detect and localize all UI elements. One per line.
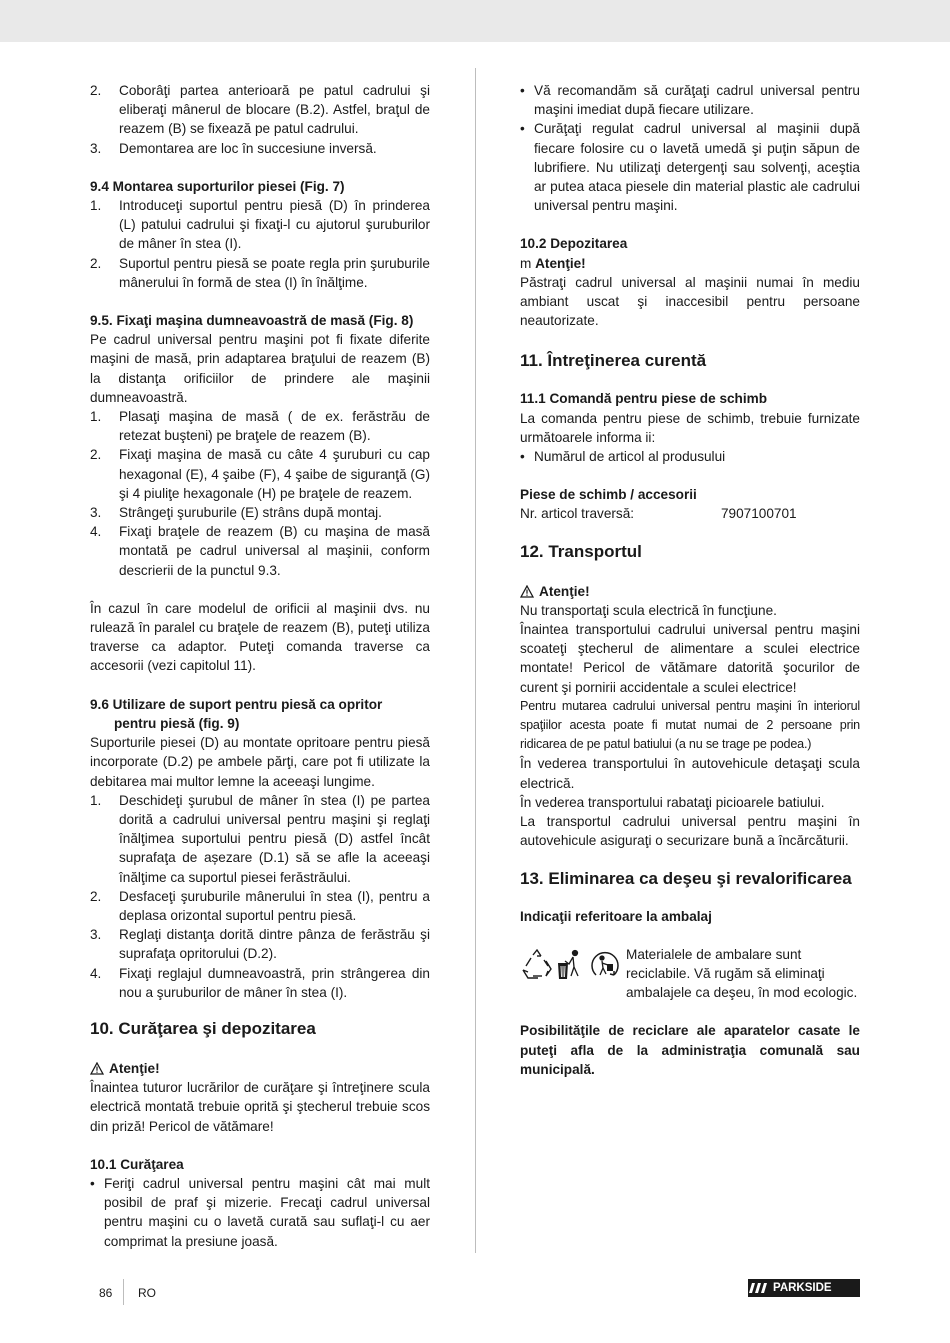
section-heading-9-4: 9.4 Montarea suporturilor piesei (Fig. 7) xyxy=(90,178,345,194)
eco-disposal-icon xyxy=(588,949,622,981)
paragraph: Înaintea transportului cadrului universal pentru maşini scoateţi ştecherul de alimentare a sculei electrice montate! Pericol de vătămare datorită şocurilor de curent şi pornirii accidentale a sculei electrice! xyxy=(520,622,860,695)
warning-triangle-icon xyxy=(90,1062,104,1075)
final-note: Posibilităţile de reciclare ale aparatelor casate le puteţi afla de la administraţia comunală sau municipală. xyxy=(520,1023,860,1077)
list-item: 3. Strângeţi şuruburile (E) strâns după montaj. xyxy=(90,505,382,521)
bullet-item: • Numărul de articol al produsului xyxy=(520,449,726,465)
left-column xyxy=(90,81,430,1251)
paragraph: Pentru mutarea cadrului universal pentru maşini în interiorul spaţiilor acesta poate fi mutat numai de 2 persoane prin ridicarea de pe patul batiului (a nu se trage pe podea.) xyxy=(520,698,860,752)
right-column xyxy=(520,81,860,1079)
section-heading-11-1: 11.1 Comandă pentru piese de schimb xyxy=(520,391,768,407)
paragraph: Pe cadrul universal pentru maşini pot fi fixate diferite maşini de masă, prin adaptarea braţului de reazem (B) la distanţa orificiilor de prindere ale maşinii dumneavoastră. xyxy=(90,332,430,405)
parts-heading: Piese de schimb / accesorii xyxy=(520,487,697,503)
list-item: 2. Desfaceţi şuruburile mânerului în stea (I), pentru a deplasa orizontal suportul pentru piesă. xyxy=(90,888,430,923)
footer-divider xyxy=(123,1279,124,1305)
waste-bin-icon xyxy=(556,949,584,981)
warning-label: Atenţie! xyxy=(520,582,860,601)
paragraph: La transportul cadrului universal pentru maşini în autovehicule asiguraţi o securizare bună a încărcăturii. xyxy=(520,814,860,849)
recycling-text: Materialele de ambalare sunt reciclabile. Vă rugăm să eliminaţi ambalajele ca deşeu, în mod ecologic. xyxy=(626,946,858,1001)
recycling-icons xyxy=(520,945,626,1003)
section-heading-10-1: 10.1 Curăţarea xyxy=(90,1156,184,1172)
paragraph: Suporturile piesei (D) au montate opritoare pentru piesă incorporate (D.2) pe ambele părţi, care pot fi utilizate la debitarea mai multor lemne la aceeaşi lungime. xyxy=(90,735,430,789)
list-item: 2. Fixaţi maşina de masă cu câte 4 şuruburi cu cap hexagonal (E), 4 şaibe (F), 4 şaibe de siguranţă (G) şi 4 piuliţe hexagonale (H) pe braţele de reazem. xyxy=(90,447,430,501)
section-heading-9-6: 9.6 Utilizare de suport pentru piesă ca opritor pentru piesă (fig. 9) xyxy=(90,696,383,731)
paragraph: În vederea transportului rabataţi picioarele batiului. xyxy=(520,794,825,810)
page-number: 86 xyxy=(99,1286,113,1300)
bullet-item: • Curăţaţi regulat cadrul universal al maşinii după fiecare folosire cu o lavetă umedă şi puţin săpun de lubrifiere. Nu utilizaţi detergenţi sau solvenţi, aceştia ar putea ataca piesele din material plastic ale cadrului universal pentru maşini. xyxy=(520,121,860,214)
top-bar xyxy=(0,0,950,42)
recycling-note xyxy=(520,945,860,1003)
section-heading-10-2: 10.2 Depozitarea xyxy=(520,236,628,252)
list-item: 4. Fixaţi braţele de reazem (B) cu maşina de masă montată pe cadrul universal al maşinii, conform descrierii de la punctul 9.3. xyxy=(90,524,430,578)
parkside-logo: PARKSIDE xyxy=(748,1279,860,1297)
chapter-heading-10: 10. Curăţarea şi depozitarea xyxy=(90,1018,316,1038)
bullet-item: • Feriţi cadrul universal pentru maşini cât mai mult posibil de praf şi mizerie. Frecaţi cadrul universal pentru maşini cu o lavetă curată sau suflaţi-l cu aer comprimat la presiune joasă. xyxy=(90,1175,430,1249)
warning-label: Atenţie! xyxy=(90,1059,430,1078)
paragraph: Nu transportaţi scula electrică în funcţiune. xyxy=(520,602,777,618)
paragraph: Înaintea tuturor lucrărilor de curăţare şi întreţinere scula electrică montată trebuie oprită şi ştecherul trebuie scos din priză! Pericol de vătămare! xyxy=(90,1080,430,1134)
chapter-heading-13: 13. Eliminarea ca deşeu şi revalorificarea xyxy=(520,868,852,888)
recycling-icon xyxy=(520,949,554,981)
list-item: 1. Introduceţi suportul pentru piesă (D) în prinderea (L) patului cadrului şi fixaţi-l cu ajutorul şuruburilor de mâner în stea (I). xyxy=(90,198,430,252)
chapter-heading-11: 11. Întreţinerea curentă xyxy=(520,351,707,371)
bullet-item: • Vă recomandăm să curăţaţi cadrul universal pentru maşini imediat după fiecare utilizare. xyxy=(520,83,860,118)
paragraph: La comanda pentru piese de schimb, trebuie furnizate următoarele informa ii: xyxy=(520,410,860,445)
list-item: 2. Suportul pentru piesă se poate regla prin şuruburile mânerului în formă de stea (I) în înălţime. xyxy=(90,255,430,290)
language-code: RO xyxy=(138,1286,156,1300)
paragraph: În vederea transportului în autovehicule detaşaţi scula electrică. xyxy=(520,756,860,791)
list-item: 3. Reglaţi distanţa dorită dintre pânza de ferăstrău şi suprafaţa opritorului (D.2). xyxy=(90,927,430,962)
list-item: 3. Demontarea are loc în succesiune inversă. xyxy=(90,140,377,156)
logo-bars-icon xyxy=(748,1279,770,1297)
warning-triangle-icon xyxy=(520,585,534,598)
list-item: 1. Plasaţi maşina de masă ( de ex. ferăstrău de retezat buşteni) pe braţele de reazem (B). xyxy=(90,409,430,444)
list-item: 4. Fixaţi reglajul dumneavoastră, prin strângerea din nou a şuruburilor de mâner în stea (I). xyxy=(90,965,430,1000)
parts-row: Nr. articol traversă: 7907100701 xyxy=(520,506,797,522)
paragraph: Păstraţi cadrul universal al maşinii numai în mediu ambiant uscat şi inaccesibil pentru persoane neautorizate. xyxy=(520,274,860,329)
list-item: 2. Coborâţi partea anterioară pe patul cadrului şi eliberaţi mânerul de blocare (B.2). Astfel, braţul de reazem (B) se fixează pe patul cadrului. xyxy=(90,83,430,137)
column-divider xyxy=(475,68,476,1253)
section-heading-9-5: 9.5. Fixaţi maşina dumneavoastră de masă (Fig. 8) xyxy=(90,313,414,329)
list-item: 1. Deschideţi şurubul de mâner în stea (I) pe partea dorită a cadrului universal pentru maşini şi reglaţi înălţimea suportului pentru piesă (D) astfel încât suprafaţa de așezare (D.1) să se afle la aceeaşi înălţime ca suportul piesei ferăstrăului. xyxy=(90,792,430,885)
paragraph: În cazul în care modelul de orificii al maşinii dvs. nu rulează în paralel cu braţele de reazem (B), puteţi utiliza traverse ca adaptor. Puteţi comanda traverse ca accesorii (vezi capitolul 11). xyxy=(90,600,430,674)
warning-label: m Atenţie! xyxy=(520,255,586,271)
chapter-heading-12: 12. Transportul xyxy=(520,541,642,561)
section-heading-packaging: Indicaţii referitoare la ambalaj xyxy=(520,908,712,924)
